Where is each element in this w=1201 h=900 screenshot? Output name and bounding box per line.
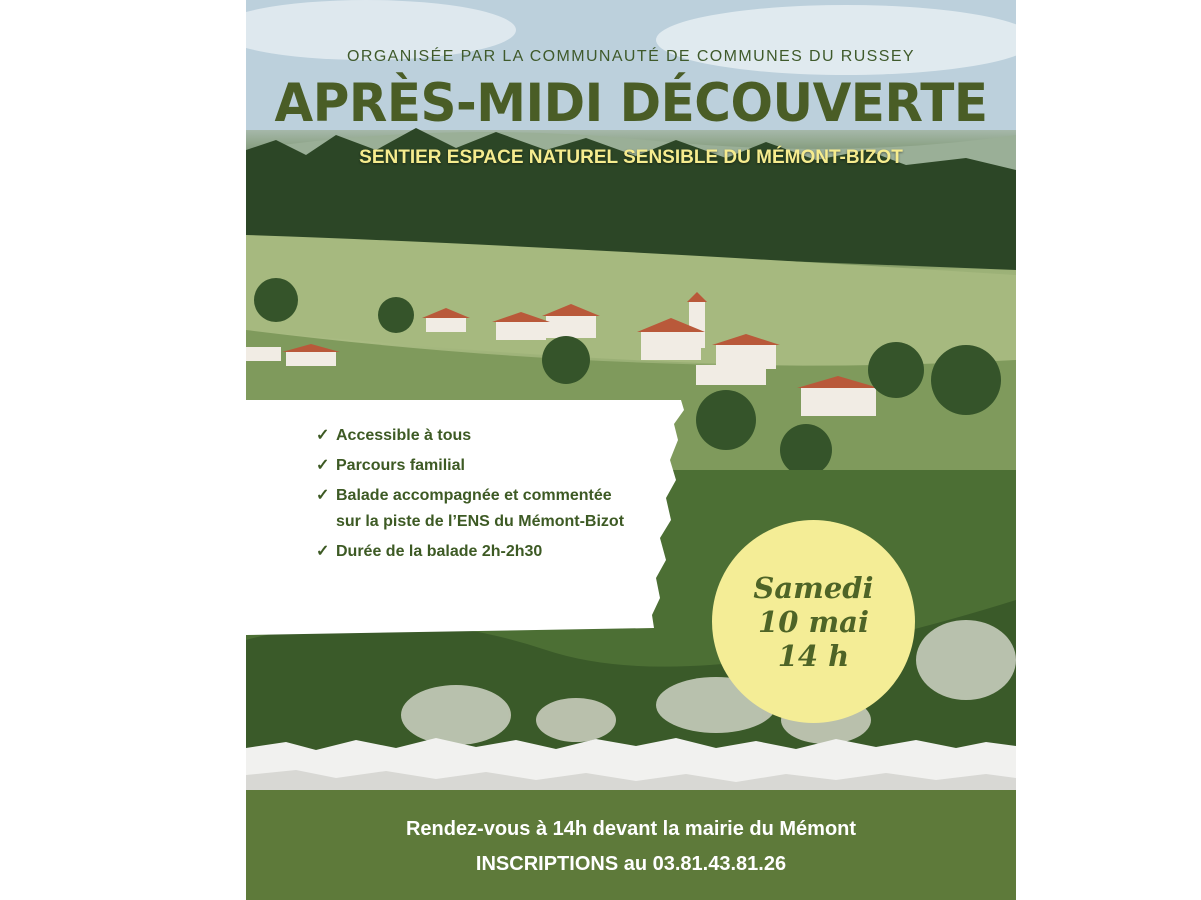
registration-info: INSCRIPTIONS au 03.81.43.81.26 xyxy=(475,853,787,875)
date-time: 14 h xyxy=(777,638,850,673)
date-badge xyxy=(712,520,915,723)
check-icon: ✓ xyxy=(316,487,330,504)
feature-list xyxy=(316,423,636,569)
feature-text: Parcours familial xyxy=(336,457,465,474)
feature-item xyxy=(316,483,636,535)
feature-item xyxy=(316,423,636,449)
meeting-info: Rendez-vous à 14h devant la mairie du Mémont xyxy=(405,818,857,840)
feature-text: Balade accompagnée et commentée sur la piste de l’ENS du Mémont-Bizot xyxy=(336,487,625,530)
event-title: APRÈS-MIDI DÉCOUVERTE xyxy=(274,72,988,134)
event-poster xyxy=(246,0,1016,900)
feature-item xyxy=(316,539,636,565)
feature-item xyxy=(316,453,636,479)
event-subtitle: SENTIER ESPACE NATUREL SENSIBLE DU MÉMONT-BIZOT xyxy=(359,147,903,168)
check-icon: ✓ xyxy=(316,427,330,444)
check-icon: ✓ xyxy=(316,543,330,560)
date-date: 10 mai xyxy=(758,604,869,639)
date-day: Samedi xyxy=(753,570,874,605)
feature-text: Accessible à tous xyxy=(336,427,472,444)
organizer-text: ORGANISÉE PAR LA COMMUNAUTÉ DE COMMUNES DU RUSSEY xyxy=(347,48,915,65)
check-icon: ✓ xyxy=(316,457,330,474)
feature-text: Durée de la balade 2h-2h30 xyxy=(336,543,543,560)
info-bar xyxy=(246,790,1016,900)
